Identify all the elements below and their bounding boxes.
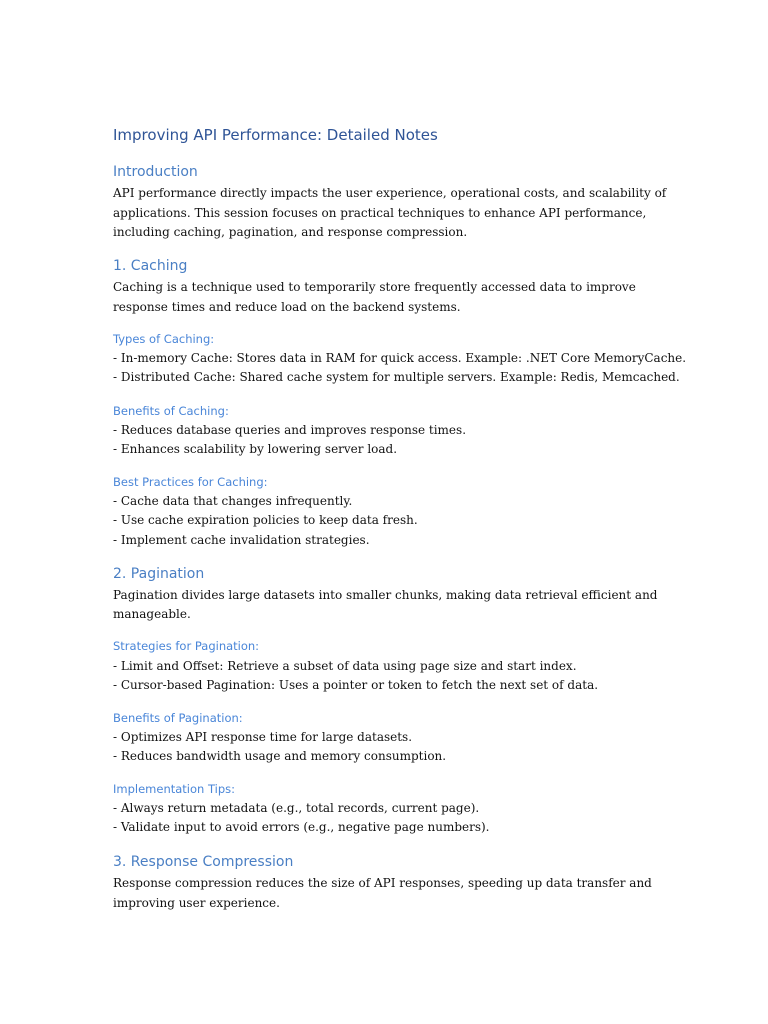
list-item: - Use cache expiration policies to keep data fresh.: [113, 513, 418, 527]
list-item: - In-memory Cache: Stores data in RAM for quick access. Example: .NET Core MemoryCache.: [113, 351, 687, 365]
list-item: - Cursor-based Pagination: Uses a pointer or token to fetch the next set of data.: [113, 678, 599, 692]
implementation-tips-heading: Implementation Tips:: [113, 782, 236, 796]
document-title: Improving API Performance: Detailed Notes: [113, 126, 438, 144]
list-item: - Limit and Offset: Retrieve a subset of data using page size and start index.: [113, 659, 577, 673]
pagination-line: Pagination divides large datasets into smaller chunks, making data retrieval efficient and: [113, 588, 658, 602]
list-item: - Reduces database queries and improves response times.: [113, 423, 467, 437]
compression-heading: 3. Response Compression: [113, 854, 294, 870]
benefits-of-pagination-heading: Benefits of Pagination:: [113, 711, 243, 725]
compression-line: Response compression reduces the size of API responses, speeding up data transfer and: [113, 876, 652, 890]
types-of-caching-heading: Types of Caching:: [113, 332, 215, 346]
list-item: - Cache data that changes infrequently.: [113, 494, 353, 508]
list-item: - Always return metadata (e.g., total records, current page).: [113, 801, 480, 815]
intro-line: applications. This session focuses on practical techniques to enhance API performance,: [113, 206, 647, 220]
best-practices-heading: Best Practices for Caching:: [113, 475, 268, 489]
intro-line: API performance directly impacts the user experience, operational costs, and scalability of: [113, 186, 667, 200]
intro-line: including caching, pagination, and response compression.: [113, 225, 468, 239]
pagination-heading: 2. Pagination: [113, 566, 205, 582]
benefits-of-caching-heading: Benefits of Caching:: [113, 404, 229, 418]
list-item: - Optimizes API response time for large datasets.: [113, 730, 413, 744]
list-item: - Reduces bandwidth usage and memory consumption.: [113, 749, 447, 763]
list-item: - Enhances scalability by lowering server load.: [113, 442, 398, 456]
pagination-line: manageable.: [113, 607, 191, 621]
caching-heading: 1. Caching: [113, 258, 188, 274]
strategies-heading: Strategies for Pagination:: [113, 639, 260, 653]
intro-heading: Introduction: [113, 164, 198, 180]
caching-line: response times and reduce load on the backend systems.: [113, 300, 461, 314]
list-item: - Implement cache invalidation strategies.: [113, 533, 370, 547]
list-item: - Distributed Cache: Shared cache system for multiple servers. Example: Redis, Memcached.: [113, 370, 680, 384]
compression-line: improving user experience.: [113, 896, 280, 910]
caching-line: Caching is a technique used to temporarily store frequently accessed data to improve: [113, 280, 636, 294]
list-item: - Validate input to avoid errors (e.g., negative page numbers).: [113, 820, 490, 834]
